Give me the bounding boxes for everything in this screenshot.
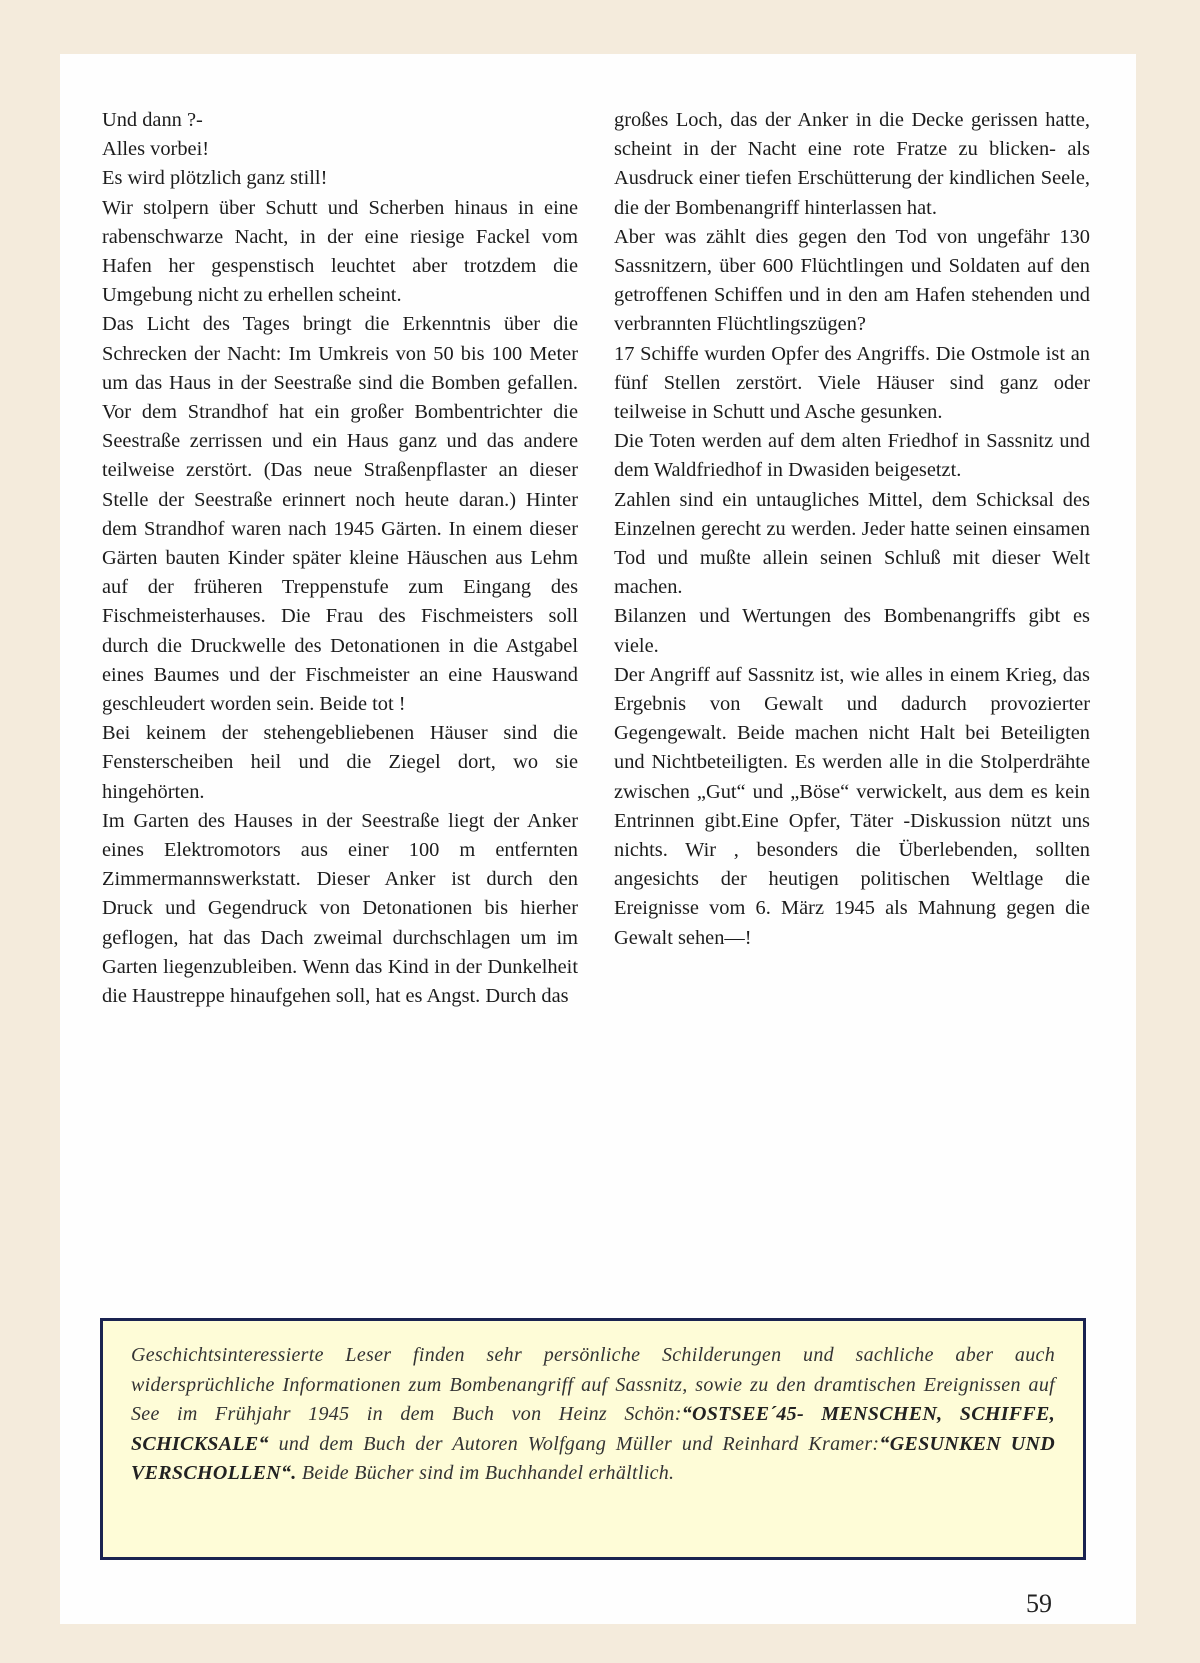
- box-text: Beide Bücher sind im Buchhandel erhältlich.: [296, 1462, 675, 1484]
- paragraph: Alles vorbei!: [102, 138, 210, 161]
- page-number: 59: [1026, 1589, 1052, 1618]
- book-title-gesunken: “GESUNKEN UND VERSCHOLLEN“.: [131, 1432, 1055, 1484]
- text-column-left: [102, 106, 578, 1011]
- paragraph: Bilanzen und Wertungen des Bombenangriffs gibt es viele.: [614, 605, 1090, 657]
- text-column-right: [614, 106, 1090, 953]
- box-text: und dem Buch der Autoren Wolfgang Müller und Reinhard Kramer:: [268, 1432, 880, 1455]
- box-text: Geschichtsinteressierte Leser finden sehr persönliche Schilderungen und sachliche aber auch widersprüchliche Informationen zum Bombenangriff auf Sassnitz, sowie zu den dramtischen Ereignissen auf See im Frühjahr 1945 in dem Buch von Heinz Schön:: [131, 1344, 1055, 1425]
- paragraph: Aber was zählt dies gegen den Tod von ungefähr 130 Sassnitzern, über 600 Flüchtlingen und Soldaten auf den getroffenen Schiffen und in den am Hafen stehenden und verbrannten Flüchtlingszügen?: [614, 225, 1090, 336]
- paragraph: Wir stolpern über Schutt und Scherben hinaus in eine rabenschwarze Nacht, in der eine riesige Fackel vom Hafen her gespenstisch leuchtet aber trotzdem die Umgebung nicht zu erhellen scheint.: [102, 196, 578, 307]
- paragraph: Und dann ?-: [102, 109, 203, 131]
- book-title-ostsee: “OSTSEE´45- MENSCHEN, SCHIFFE, SCHICKSALE“: [131, 1403, 1055, 1455]
- paragraph: Die Toten werden auf dem alten Friedhof in Sassnitz und dem Waldfriedhof in Dwasiden beigesetzt.: [614, 430, 1090, 482]
- paragraph: Bei keinem der stehengebliebenen Häuser sind die Fensterscheiben heil und die Ziegel dort, wo sie hingehörten.: [102, 722, 578, 803]
- document-page: [60, 54, 1136, 1624]
- paragraph: Es wird plötzlich ganz still!: [102, 167, 328, 190]
- paragraph: Das Licht des Tages bringt die Erkenntnis über die Schrecken der Nacht: Im Umkreis von 50 bis 100 Meter um das Haus in der Seestraße sind die Bomben gefallen. Vor dem Strandhof hat ein großer Bombentrichter die Seestraße zerrissen und ein Haus ganz und das andere teilweise zerstört. (Das neue Straßenpflaster an dieser Stelle der Seestraße erinnert noch heute daran.) Hinter dem Strandhof waren nach 1945 Gärten. In einem dieser Gärten bauten Kinder später kleine Häuschen aus Lehm auf der früheren Treppenstufe zum Eingang des Fischmeisterhauses. Die Frau des Fischmeisters soll durch die Druckwelle des Detonationen in die Astgabel eines Baumes und der Fischmeister an eine Hauswand geschleudert worden sein. Beide tot !: [102, 313, 578, 716]
- paragraph: Zahlen sind ein untaugliches Mittel, dem Schicksal des Einzelnen gerecht zu werden. Jeder hatte seinen einsamen Tod und mußte allein seinen Schluß mit dieser Welt machen.: [614, 488, 1090, 599]
- paragraph: Im Garten des Hauses in der Seestraße liegt der Anker eines Elektromotors aus einer 100 m entfernten Zimmermannswerkstatt. Dieser Anker ist durch den Druck und Gegendruck von Detonationen bis hierher geflogen, hat das Dach zweimal durchschlagen um im Garten liegenzubleiben. Wenn das Kind in der Dunkelheit die Haustreppe hinaufgehen soll, hat es Angst. Durch das: [102, 809, 578, 1008]
- paragraph: 17 Schiffe wurden Opfer des Angriffs. Die Ostmole ist an fünf Stellen zerstört. Viele Häuser sind ganz oder teilweise in Schutt und Asche gesunken.: [614, 342, 1090, 424]
- book-recommendation-box: [100, 1318, 1086, 1560]
- paragraph: großes Loch, das der Anker in die Decke gerissen hatte, scheint in der Nacht eine rote Fratze zu blicken- als Ausdruck einer tiefen Erschütterung der kindlichen Seele, die der Bombenangriff hinterlassen hat.: [614, 109, 1090, 219]
- paragraph: Der Angriff auf Sassnitz ist, wie alles in einem Krieg, das Ergebnis von Gewalt und dadurch provozierter Gegengewalt. Beide machen nicht Halt bei Beteiligten und Nichtbeteiligten. Es werden alle in die Stolperdrähte zwischen „Gut“ und „Böse“ verwickelt, aus dem es kein Entrinnen gibt.Eine Opfer, Täter -Diskussion nützt uns nichts. Wir , besonders die Überlebenden, sollten angesichts der heutigen politischen Weltlage die Ereignisse vom 6. März 1945 als Mahnung gegen die Gewalt sehen—!: [614, 663, 1090, 949]
